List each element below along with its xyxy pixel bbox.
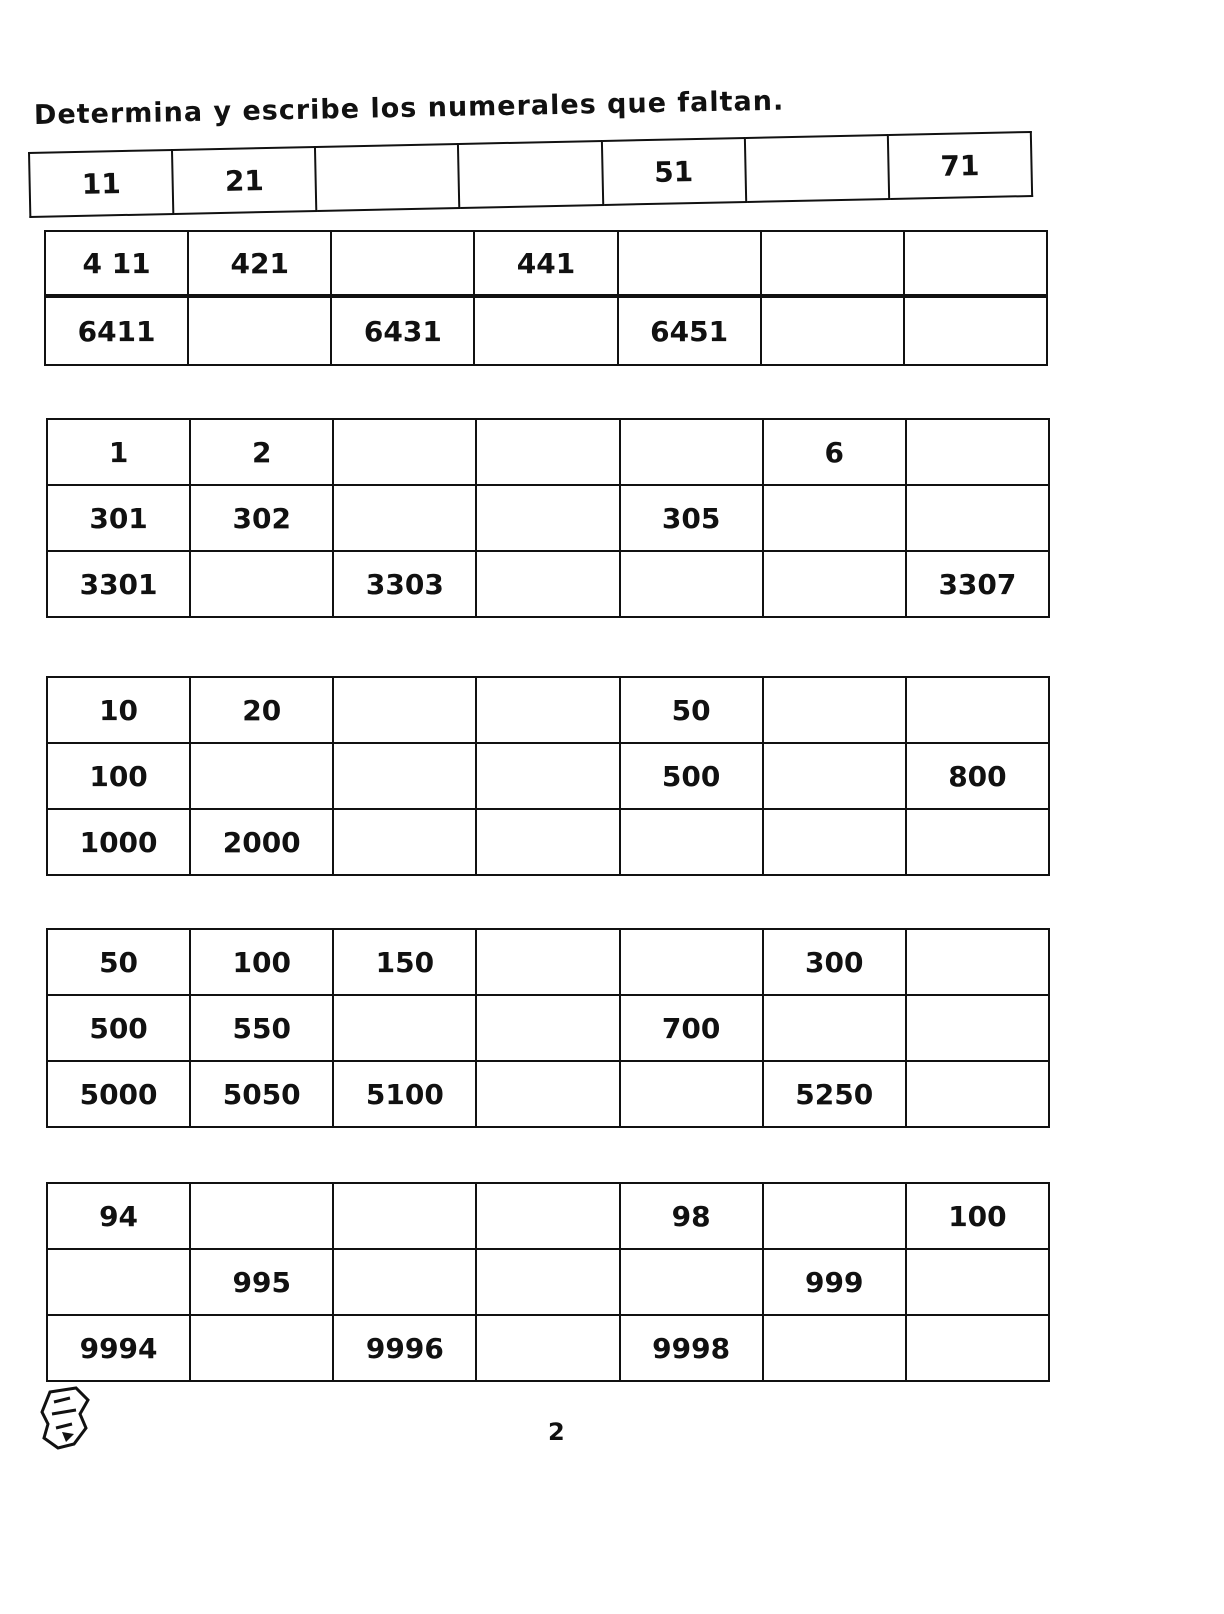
table-cell: 50 (620, 677, 763, 743)
table-cell: 1 (47, 419, 190, 485)
page-number: 2 (548, 1418, 565, 1446)
table-cell-blank[interactable] (906, 419, 1049, 485)
table-cell-blank[interactable] (190, 1315, 333, 1381)
table-cell-blank[interactable] (476, 1061, 619, 1127)
number-table-2 (46, 418, 1050, 618)
table-cell-blank[interactable] (333, 743, 476, 809)
table-cell: 2000 (190, 809, 333, 875)
table-cell: 11 (29, 150, 173, 217)
table-cell-blank[interactable] (745, 135, 889, 202)
table-cell: 3303 (333, 551, 476, 617)
table-cell-blank[interactable] (476, 551, 619, 617)
table-cell: 51 (601, 138, 745, 205)
table-cell: 500 (47, 995, 190, 1061)
table-1-row-1 (28, 131, 1033, 218)
table-cell-blank[interactable] (906, 1315, 1049, 1381)
table-cell: 3307 (906, 551, 1049, 617)
table-cell-blank[interactable] (906, 1249, 1049, 1315)
table-row (47, 677, 1049, 743)
table-cell-blank[interactable] (763, 677, 906, 743)
table-cell-blank[interactable] (763, 485, 906, 551)
table-cell-blank[interactable] (476, 1249, 619, 1315)
table-cell-blank[interactable] (763, 743, 906, 809)
table-cell-blank[interactable] (620, 1249, 763, 1315)
table-cell-blank[interactable] (620, 419, 763, 485)
table-cell: 550 (190, 995, 333, 1061)
table-cell: 4 11 (45, 231, 188, 295)
table-cell-blank[interactable] (476, 677, 619, 743)
table-cell: 6 (763, 419, 906, 485)
table-row (47, 995, 1049, 1061)
table-row (47, 743, 1049, 809)
table-cell-blank[interactable] (904, 231, 1047, 295)
table-1-row-2 (44, 230, 1048, 296)
table-cell-blank[interactable] (620, 1061, 763, 1127)
table-cell: 999 (763, 1249, 906, 1315)
table-cell-blank[interactable] (333, 677, 476, 743)
table-cell-blank[interactable] (333, 1183, 476, 1249)
table-cell: 20 (190, 677, 333, 743)
table-cell-blank[interactable] (906, 809, 1049, 875)
table-row (47, 485, 1049, 551)
table-cell-blank[interactable] (763, 809, 906, 875)
table-cell: 9998 (620, 1315, 763, 1381)
number-table-3 (46, 676, 1050, 876)
table-cell: 5050 (190, 1061, 333, 1127)
table-cell: 50 (47, 929, 190, 995)
table-cell: 5000 (47, 1061, 190, 1127)
table-cell-blank[interactable] (904, 297, 1047, 365)
table-cell: 150 (333, 929, 476, 995)
table-cell-blank[interactable] (476, 743, 619, 809)
table-cell-blank[interactable] (761, 231, 904, 295)
table-cell-blank[interactable] (190, 743, 333, 809)
table-cell: 2 (190, 419, 333, 485)
table-cell-blank[interactable] (906, 485, 1049, 551)
table-cell: 305 (620, 485, 763, 551)
table-cell-blank[interactable] (476, 995, 619, 1061)
table-cell: 700 (620, 995, 763, 1061)
table-cell: 1000 (47, 809, 190, 875)
table-cell: 5250 (763, 1061, 906, 1127)
table-row (47, 419, 1049, 485)
table-cell: 94 (47, 1183, 190, 1249)
table-cell-blank[interactable] (620, 809, 763, 875)
table-cell-blank[interactable] (476, 1315, 619, 1381)
table-cell-blank[interactable] (763, 1315, 906, 1381)
table-row (47, 809, 1049, 875)
table-cell-blank[interactable] (458, 141, 602, 208)
table-cell-blank[interactable] (618, 231, 761, 295)
table-cell-blank[interactable] (190, 1183, 333, 1249)
table-cell-blank[interactable] (476, 809, 619, 875)
table-cell-blank[interactable] (763, 995, 906, 1061)
table-cell-blank[interactable] (476, 929, 619, 995)
table-cell-blank[interactable] (188, 297, 331, 365)
table-cell-blank[interactable] (333, 485, 476, 551)
table-cell: 100 (47, 743, 190, 809)
table-cell-blank[interactable] (47, 1249, 190, 1315)
table-row (47, 1183, 1049, 1249)
table-cell-blank[interactable] (620, 929, 763, 995)
table-cell-blank[interactable] (476, 485, 619, 551)
table-cell-blank[interactable] (906, 995, 1049, 1061)
table-cell: 441 (474, 231, 617, 295)
pencil-mascot-icon (36, 1384, 96, 1452)
table-cell-blank[interactable] (620, 551, 763, 617)
table-cell-blank[interactable] (331, 231, 474, 295)
table-cell: 3301 (47, 551, 190, 617)
table-cell-blank[interactable] (761, 297, 904, 365)
table-cell-blank[interactable] (763, 1183, 906, 1249)
number-table-1 (28, 134, 1052, 374)
table-cell: 800 (906, 743, 1049, 809)
table-cell: 6431 (331, 297, 474, 365)
table-cell: 995 (190, 1249, 333, 1315)
table-cell-blank[interactable] (476, 419, 619, 485)
table-cell: 100 (190, 929, 333, 995)
table-cell-blank[interactable] (333, 809, 476, 875)
table-cell: 421 (188, 231, 331, 295)
table-row (47, 551, 1049, 617)
table-cell: 100 (906, 1183, 1049, 1249)
number-table-4 (46, 928, 1050, 1128)
table-cell: 302 (190, 485, 333, 551)
table-row (47, 1315, 1049, 1381)
table-cell: 6411 (45, 297, 188, 365)
table-cell: 301 (47, 485, 190, 551)
table-row (47, 1061, 1049, 1127)
table-cell-blank[interactable] (906, 929, 1049, 995)
table-cell-blank[interactable] (315, 144, 459, 211)
table-cell: 5100 (333, 1061, 476, 1127)
table-cell: 21 (172, 147, 316, 214)
table-cell-blank[interactable] (333, 419, 476, 485)
table-cell: 9994 (47, 1315, 190, 1381)
table-row (47, 1249, 1049, 1315)
table-cell-blank[interactable] (474, 297, 617, 365)
table-cell-blank[interactable] (476, 1183, 619, 1249)
table-cell: 98 (620, 1183, 763, 1249)
table-cell: 10 (47, 677, 190, 743)
table-cell: 6451 (618, 297, 761, 365)
table-cell-blank[interactable] (333, 1249, 476, 1315)
table-cell: 300 (763, 929, 906, 995)
table-1-row-3 (44, 296, 1048, 366)
table-cell-blank[interactable] (906, 677, 1049, 743)
table-cell-blank[interactable] (906, 1061, 1049, 1127)
table-cell: 71 (888, 132, 1032, 199)
table-cell-blank[interactable] (763, 551, 906, 617)
table-cell-blank[interactable] (333, 995, 476, 1061)
table-row (47, 929, 1049, 995)
table-cell-blank[interactable] (190, 551, 333, 617)
instruction-heading: Determina y escribe los numerales que faltan. (33, 85, 785, 131)
number-table-5 (46, 1182, 1050, 1382)
table-cell: 9996 (333, 1315, 476, 1381)
table-cell: 500 (620, 743, 763, 809)
